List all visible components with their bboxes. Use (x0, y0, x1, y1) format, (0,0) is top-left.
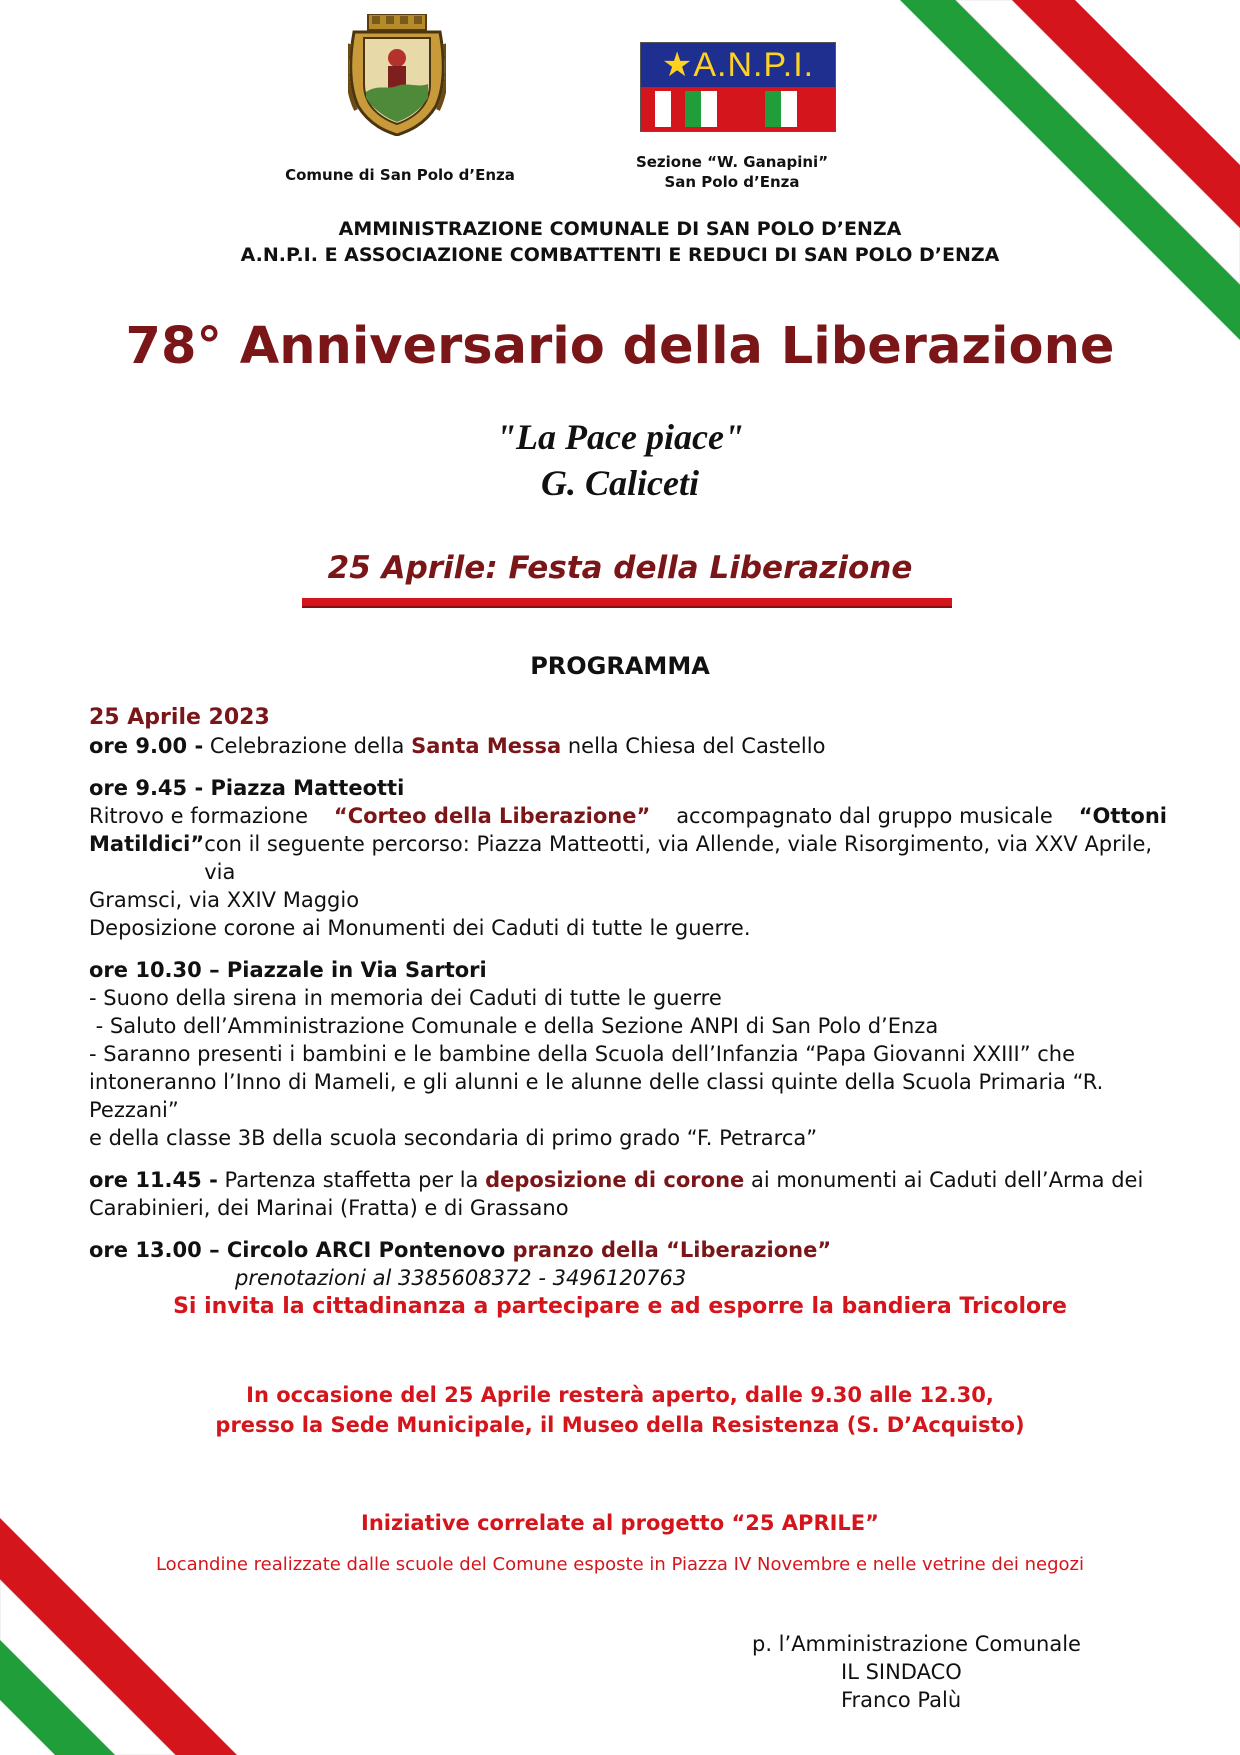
event-line (89, 802, 1167, 830)
event-line: Deposizione corone ai Monumenti dei Caduti di tutte le guerre. (89, 916, 751, 940)
event-line: Carabinieri, dei Marinai (Fratta) e di Grassano (89, 1196, 569, 1220)
event-staffetta (89, 1166, 1167, 1222)
event-text: Celebrazione della (203, 734, 412, 758)
signature-line3: Franco Palù (841, 1688, 962, 1712)
event-highlight: “Ottoni (1078, 804, 1167, 828)
sezione-line1: Sezione “W. Ganapini” (635, 153, 829, 171)
event-text: Ritrovo e formazione (89, 804, 308, 828)
quote-text: "La Pace piace" (496, 417, 744, 457)
event-highlight: Matildici” (89, 832, 205, 856)
event-heading: ore 13.00 – Circolo ARCI Pontenovo (89, 1238, 506, 1262)
event-booking: prenotazioni al 3385608372 - 3496120763 (235, 1266, 687, 1290)
subtitle-underline (302, 598, 952, 608)
quote-author: G. Caliceti (541, 463, 699, 503)
event-line (89, 1166, 1167, 1194)
top-right-ribbon (900, 0, 1240, 340)
sezione-label (612, 152, 852, 192)
comune-coat-of-arms-icon (348, 14, 446, 136)
event-line (89, 830, 1167, 886)
comune-label: Comune di San Polo d’Enza (285, 166, 515, 184)
event-text: accompagnato dal gruppo musicale (676, 804, 1053, 828)
organizers-line1: AMMINISTRAZIONE COMUNALE DI SAN POLO D’ENZA (338, 218, 902, 240)
event-line: - Suono della sirena in memoria dei Caduti di tutte le guerre (89, 986, 722, 1010)
anpi-logo-text: ★A.N.P.I. (641, 43, 835, 87)
initiatives-heading: Iniziative correlate al progetto “25 APRILE” (361, 1511, 879, 1535)
event-time: ore 11.45 - (89, 1168, 218, 1192)
event-piazzale (89, 956, 1167, 1152)
event-line: Gramsci, via XXIV Maggio (89, 888, 360, 912)
museum-notice (0, 1380, 1240, 1440)
event-heading: ore 10.30 – Piazzale in Via Sartori (89, 958, 487, 982)
event-heading: ore 9.45 - Piazza Matteotti (89, 776, 405, 800)
program (89, 704, 1167, 1292)
anpi-logo (640, 42, 836, 132)
event-line: - Saluto dell’Amministrazione Comunale e della Sezione ANPI di San Polo d’Enza (89, 1014, 939, 1038)
event-time: ore 9.00 - (89, 734, 204, 758)
event-line: - Saranno presenti i bambini e le bambine della Scuola dell’Infanzia “Papa Giovanni XXIII” che (89, 1042, 1076, 1066)
event-line: intoneranno l’Inno di Mameli, e gli alunni e le alunne delle classi quinte della Scuola Primaria “R. Pezzani” (89, 1070, 1104, 1122)
signature-line2: IL SINDACO (841, 1660, 962, 1684)
page-title: 78° Anniversario della Liberazione (125, 317, 1115, 376)
event-text: ai monumenti ai Caduti dell’Arma dei (744, 1168, 1144, 1192)
event-line: e della classe 3B della scuola secondaria di primo grado “F. Petrarca” (89, 1126, 818, 1150)
initiatives-text: Locandine realizzate dalle scuole del Comune esposte in Piazza IV Novembre e nelle vetrine dei negozi (155, 1554, 1085, 1575)
museum-line2: presso la Sede Municipale, il Museo della Resistenza (S. D’Acquisto) (215, 1413, 1025, 1437)
anpi-flag-stripes (641, 87, 835, 131)
museum-line1: In occasione del 25 Aprile resterà aperto, dalle 9.30 alle 12.30, (246, 1383, 994, 1407)
invite-text: Si invita la cittadinanza a partecipare e ad esporre la bandiera Tricolore (173, 1294, 1067, 1319)
sezione-line2: San Polo d’Enza (664, 173, 800, 191)
organizers (0, 216, 1240, 268)
event-corteo (89, 774, 1167, 942)
event-highlight: pranzo della “Liberazione” (505, 1238, 832, 1262)
programma-heading: PROGRAMMA (530, 652, 710, 680)
subtitle: 25 Aprile: Festa della Liberazione (327, 550, 913, 586)
event-highlight: Santa Messa (411, 734, 562, 758)
quote (0, 414, 1240, 506)
event-highlight: deposizione di corone (485, 1168, 745, 1192)
event-text: Partenza staffetta per la (217, 1168, 486, 1192)
signature (752, 1630, 1081, 1714)
event-santa-messa (89, 732, 1167, 760)
event-text: nella Chiesa del Castello (561, 734, 826, 758)
signature-line1: p. l’Amministrazione Comunale (752, 1632, 1081, 1656)
organizers-line2: A.N.P.I. E ASSOCIAZIONE COMBATTENTI E REDUCI DI SAN POLO D’ENZA (240, 244, 1000, 266)
event-pranzo (89, 1236, 1167, 1292)
event-line (89, 1236, 1167, 1264)
event-text: con il seguente percorso: Piazza Matteotti, via Allende, viale Risorgimento, via XXV Aprile, via (204, 832, 1153, 884)
program-date: 25 Aprile 2023 (89, 705, 270, 730)
event-highlight: “Corteo della Liberazione” (333, 804, 651, 828)
